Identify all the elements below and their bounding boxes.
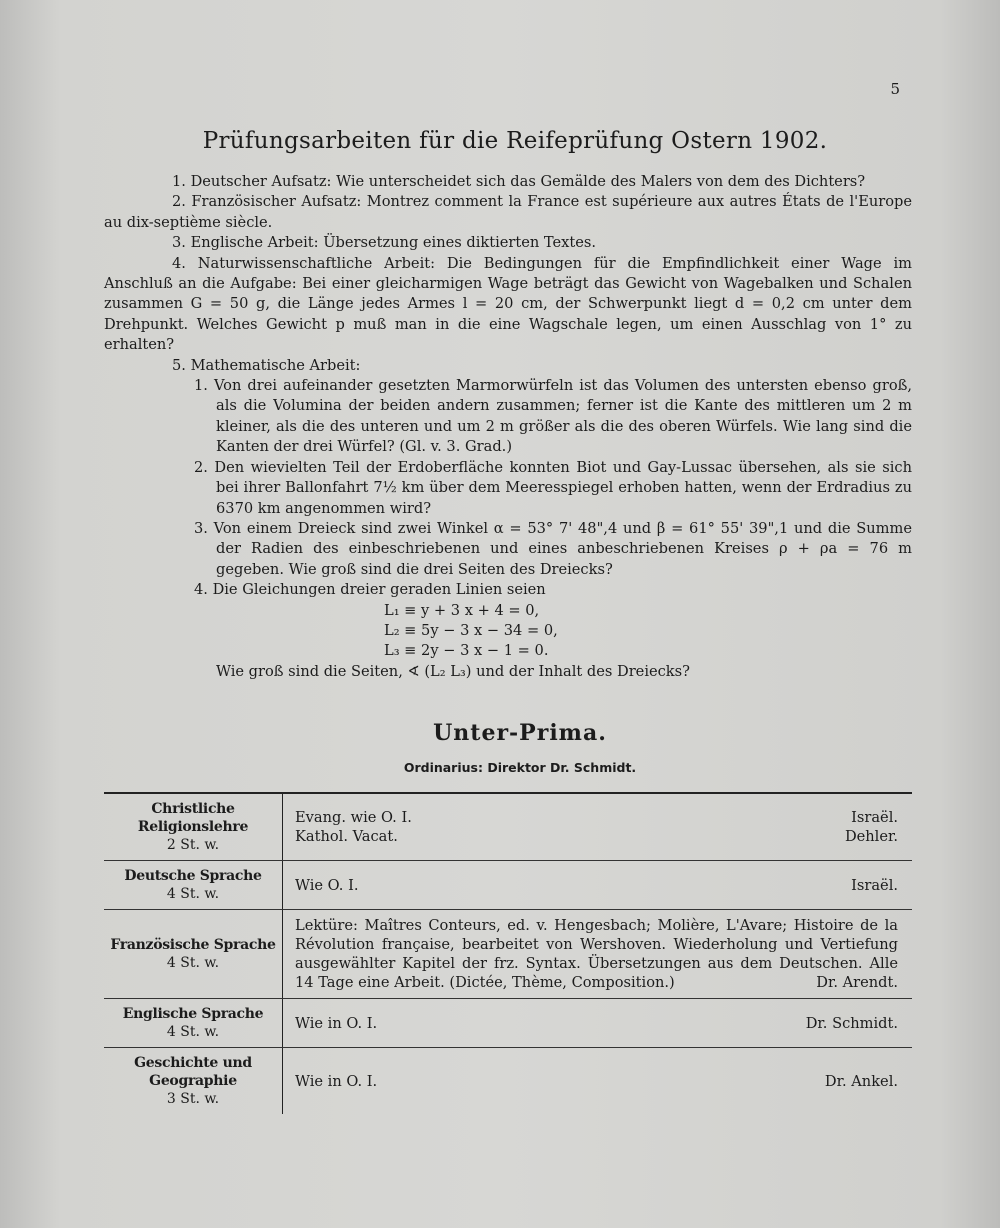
subject-hours: 2 St. w. (166, 837, 220, 853)
content-text: Kathol. Vacat. (295, 828, 398, 845)
subject-cell (104, 999, 283, 1047)
teacher-name: Dr. Ankel. (824, 1072, 898, 1090)
content-cell (283, 794, 912, 860)
teacher-name: Dehler. (844, 828, 898, 845)
content-cell (283, 910, 912, 998)
curriculum-table (104, 792, 912, 1114)
table-row (104, 1048, 912, 1114)
subject-hours: 4 St. w. (166, 955, 220, 971)
teacher-name: Dr. Schmidt. (805, 1014, 898, 1032)
content-cell (283, 861, 912, 909)
assignment-german-essay: 1. Deutscher Aufsatz: Wie unterscheidet sich das Gemälde des Malers von dem des Dichters? (172, 173, 866, 190)
subject-name: Geschichte und Geographie (134, 1055, 252, 1089)
subject-cell (104, 910, 283, 998)
math-problem-3: 3. Von einem Dreieck sind zwei Winkel α = 53° 7' 48",4 und β = 61° 55' 39",1 und die Summe der Radien des einbeschriebenen und eines anbeschriebenen Kreises ρ + ρa = 76 m gegeben. Wie groß sind die drei Seiten des Dreiecks? (194, 519, 912, 578)
assignment-science: 4. Naturwissenschaftliche Arbeit: Die Bedingungen für die Empfindlichkeit einer Wage im Anschluß an die Aufgabe: Bei einer gleicharmigen Wage beträgt das Gewicht von Wagebalken und Schalen zusammen G = 50 g, die Länge jedes Armes l = 20 cm, der Schwerpunkt liegt d = 0,2 cm unter dem Drehpunkt. Welches Gewicht p muß man in die eine Wagschale legen, um einen Ausschlag von 1° zu erhalten? (104, 254, 912, 354)
teacher-name: Dr. Arendt. (816, 974, 898, 991)
ordinarius: Ordinarius: Direktor Dr. Schmidt. (403, 760, 637, 775)
table-row (104, 999, 912, 1048)
table-row (104, 910, 912, 999)
subject-cell (104, 1048, 283, 1114)
equation-l3: L₃ ≡ 2y − 3 x − 1 = 0. (384, 642, 549, 660)
subject-name: Französische Sprache (110, 937, 276, 953)
table-row (104, 861, 912, 910)
page-title: Prüfungsarbeiten für die Reifeprüfung Ostern 1902. (202, 128, 828, 154)
exam-assignments (104, 172, 912, 682)
content-cell (283, 999, 912, 1047)
section-title: Unter-Prima. (433, 720, 607, 746)
subject-hours: 4 St. w. (166, 886, 220, 902)
teacher-name: Israël. (851, 876, 898, 894)
assignment-english: 3. Englische Arbeit: Übersetzung eines diktierten Textes. (172, 234, 597, 252)
math-problem-2: 2. Den wievielten Teil der Erdoberfläche konnten Biot und Gay-Lussac übersehen, als sie sich bei ihrer Ballonfahrt 7½ km über dem Meeresspiegel erhoben hatten, wenn der Erdradius zu 6370 km angenommen wird? (194, 458, 912, 517)
math-problem-4-question: Wie groß sind die Seiten, ∢ (L₂ L₃) und der Inhalt des Dreiecks? (216, 662, 690, 680)
content-text: Evang. wie O. I. (295, 809, 412, 826)
content-text: Wie in O. I. (295, 1072, 378, 1090)
equation-l1: L₁ ≡ y + 3 x + 4 = 0, (384, 601, 540, 619)
table-row (104, 794, 912, 861)
subject-hours: 4 St. w. (166, 1024, 220, 1040)
assignment-french-essay: 2. Französischer Aufsatz: Montrez comment la France est supérieure aux autres États de l'Europe au dix-septième siècle. (104, 193, 912, 231)
page-number: 5 (890, 80, 900, 98)
subject-name: Deutsche Sprache (124, 868, 262, 884)
math-problem-4: 4. Die Gleichungen dreier geraden Linien seien (194, 581, 546, 599)
subject-hours: 3 St. w. (166, 1091, 220, 1107)
subject-name: Englische Sprache (122, 1006, 264, 1022)
content-text: Lektüre: Maîtres Conteurs, ed. v. Hengesbach; Molière, L'Avare; Histoire de la Révolution française, bearbeitet von Wershoven. Wiederholung und Vertiefung ausgewählter Kapitel der frz. Syntax. Übersetzungen aus dem Deutschen. Alle 14 Tage eine Arbeit. (Dictée, Thème, Composition.) (295, 917, 898, 991)
content-cell (283, 1048, 912, 1114)
content-text: Wie in O. I. (295, 1014, 378, 1032)
subject-name: Christliche Religionslehre (137, 801, 249, 835)
subject-cell (104, 861, 283, 909)
assignment-math-heading: 5. Mathematische Arbeit: (172, 356, 361, 374)
subject-cell (104, 794, 283, 860)
content-text: Wie O. I. (295, 876, 359, 894)
math-problem-1: 1. Von drei aufeinander gesetzten Marmorwürfeln ist das Volumen des untersten ebenso groß, als die Volumina der beiden andern zusammen; ferner ist die Kante des mittleren um 2 m kleiner, als die des unteren und um 2 m größer als die des oberen Würfels. Wie lang sind die Kanten der drei Würfel? (Gl. v. 3. Grad.) (194, 377, 912, 456)
equation-l2: L₂ ≡ 5y − 3 x − 34 = 0, (384, 621, 558, 639)
line-equations (104, 601, 912, 662)
teacher-name: Israël. (851, 809, 898, 826)
